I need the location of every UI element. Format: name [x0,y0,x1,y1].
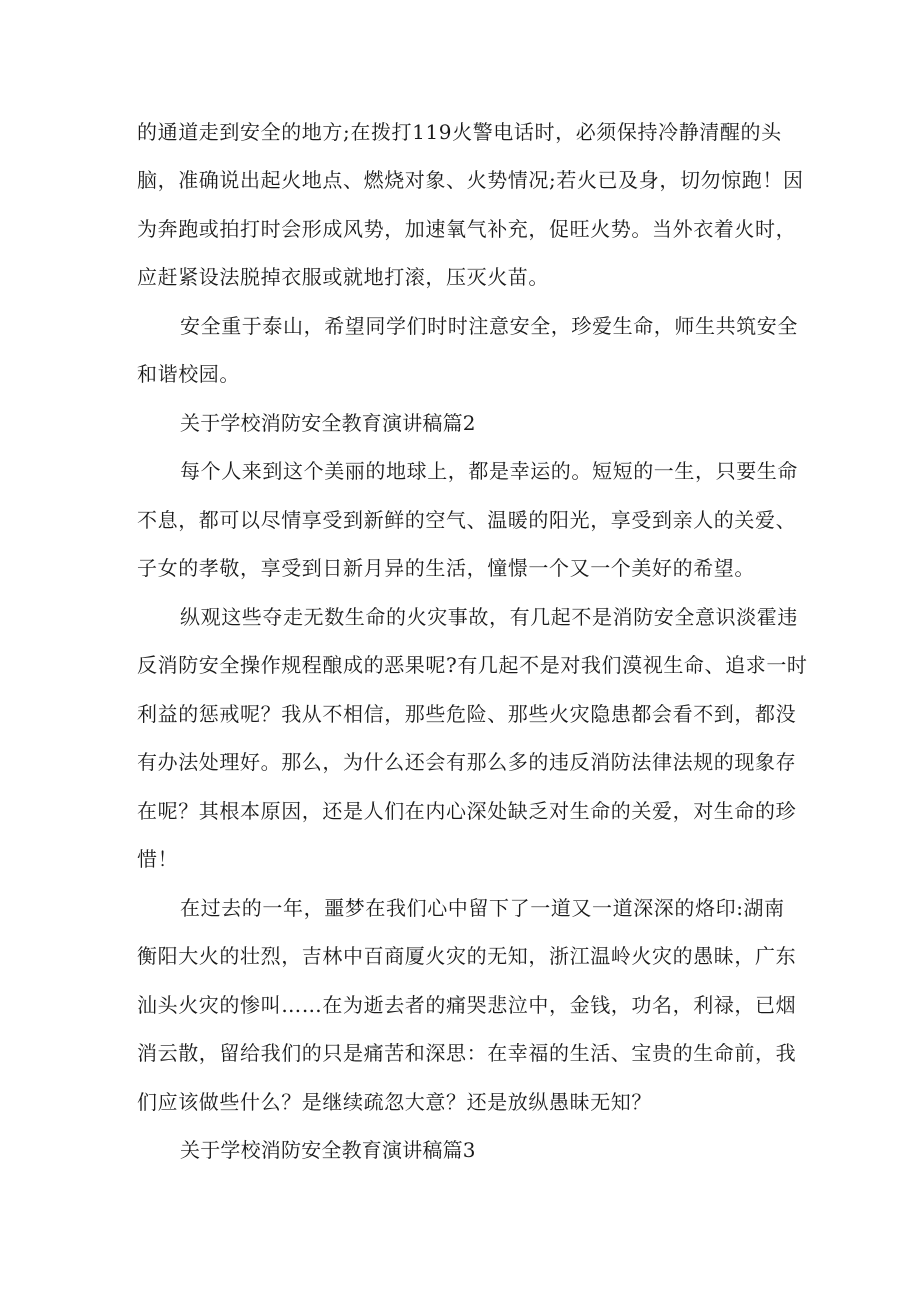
text-line: 衡阳大火的壮烈，吉林中百商厦火灾的无知，浙江温岭火灾的愚昧，广东 [137,944,797,968]
text-line: 在过去的一年，噩梦在我们心中留下了一道又一道深深的烙印:湖南 [180,896,785,920]
text-line: 消云散，留给我们的只是痛苦和深思：在幸福的生活、宝贵的生命前，我 [137,1041,797,1065]
text-line: 应赶紧设法脱掉衣服或就地打滚，压灭火苗。 [137,265,549,289]
text-line: 惜！ [137,847,179,871]
text-line: 们应该做些什么？是继续疏忽大意？还是放纵愚昧无知？ [137,1090,652,1114]
text-line: 汕头火灾的惨叫……在为逝去者的痛哭悲泣中，金钱，功名，利禄，已烟 [137,993,797,1017]
section-heading: 关于学校消防安全教育演讲稿篇3 [180,1138,476,1162]
text-line: 利益的惩戒呢？我从不相信，那些危险、那些火灾隐患都会看不到，都没 [137,702,797,726]
section-heading: 关于学校消防安全教育演讲稿篇2 [180,411,476,435]
text-line: 子女的孝敬，享受到日新月异的生活，憧憬一个又一个美好的希望。 [137,556,755,580]
text-line: 反消防安全操作规程酿成的恶果呢?有几起不是对我们漠视生命、追求一时 [137,653,808,677]
text-line: 在呢？其根本原因，还是人们在内心深处缺乏对生命的关爱，对生命的珍 [137,799,797,823]
text-line: 的通道走到安全的地方;在拨打119火警电话时，必须保持冷静清醒的头 [137,120,782,144]
text-line: 安全重于泰山，希望同学们时时注意安全，珍爱生命，师生共筑安全 [180,314,798,338]
text-line: 为奔跑或拍打时会形成风势，加速氧气补充，促旺火势。当外衣着火时， [137,217,797,241]
text-line: 和谐校园。 [137,362,240,386]
text-line: 每个人来到这个美丽的地球上，都是幸运的。短短的一生，只要生命 [180,459,798,483]
text-line: 脑，准确说出起火地点、燃烧对象、火势情况;若火已及身，切勿惊跑！因 [137,168,804,192]
text-line: 不息，都可以尽情享受到新鲜的空气、温暖的阳光，享受到亲人的关爱、 [137,508,797,532]
text-line: 有办法处理好。那么，为什么还会有那么多的违反消防法律法规的现象存 [137,750,797,774]
text-line: 纵观这些夺走无数生命的火灾事故，有几起不是消防安全意识淡霍违 [180,605,798,629]
